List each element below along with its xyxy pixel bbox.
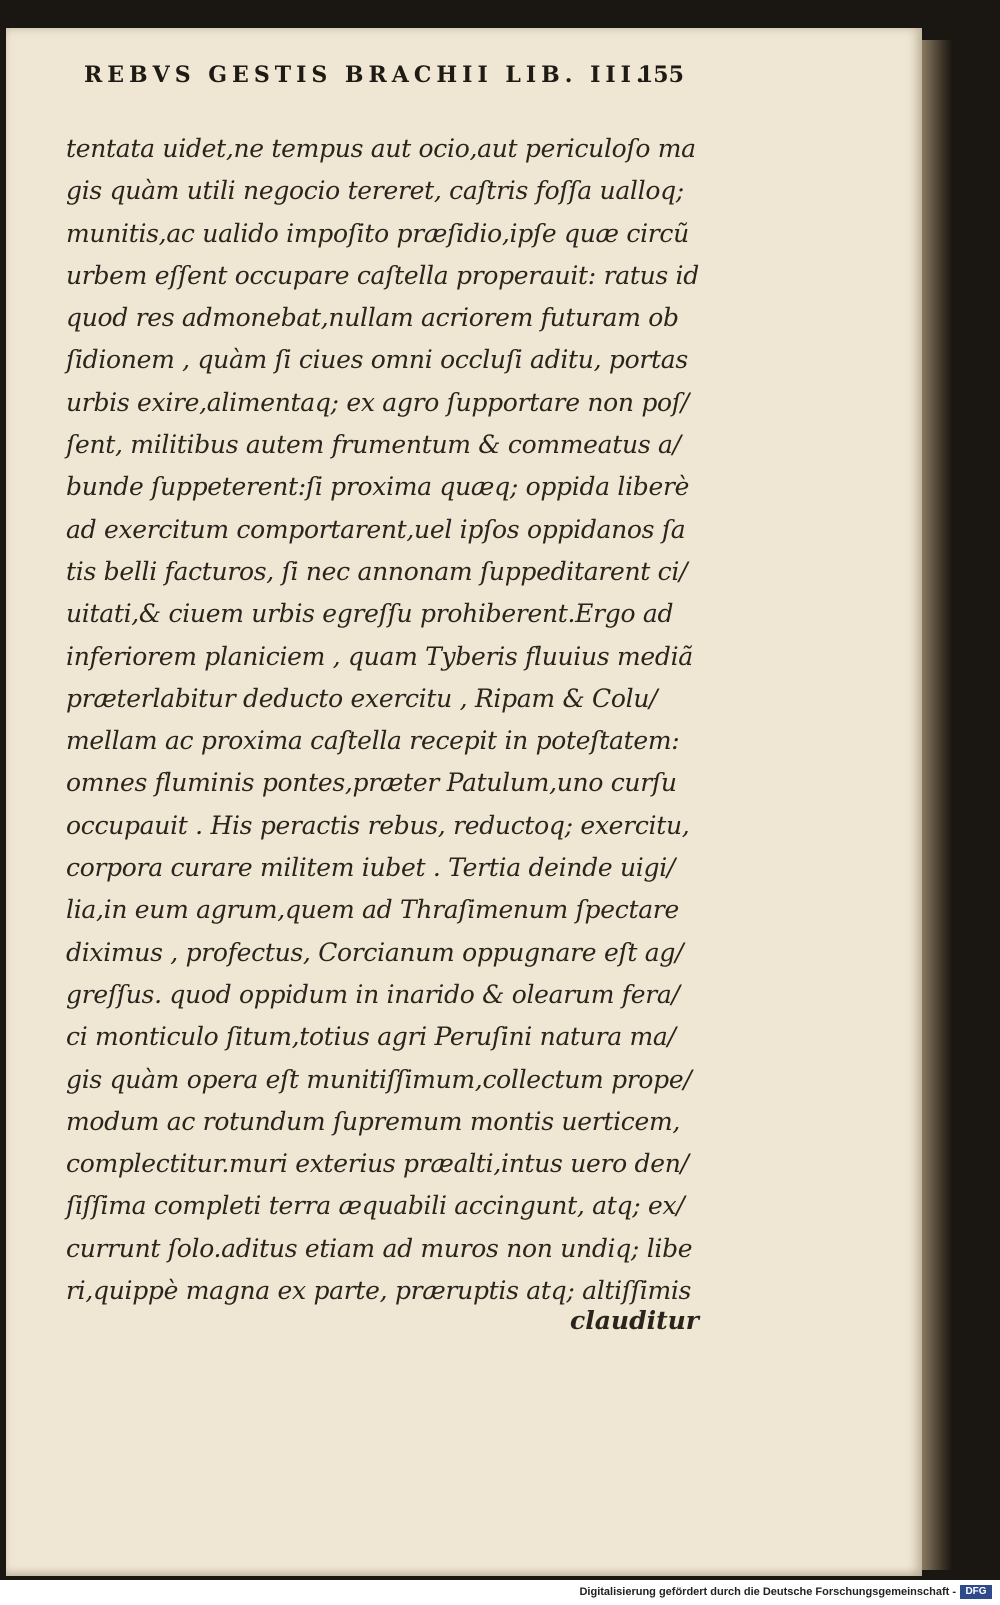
body-text: [66, 128, 706, 1312]
text-line: præterlabitur deducto exercitu , Ripam & Colu/: [66, 683, 658, 713]
text-line: mellam ac proxima caſtella recepit in poteſtatem:: [66, 726, 680, 756]
page-number: 155: [638, 62, 684, 88]
text-line: bunde ſuppeterent:ſi proxima quæq; oppida liberè: [66, 472, 690, 502]
text-line: ſiſſima completi terra æquabili accingunt, atq; ex/: [66, 1191, 685, 1221]
text-line: complectitur.muri exterius præalti,intus uero den/: [66, 1149, 689, 1179]
text-line: ſent, militibus autem frumentum & commeatus a/: [66, 430, 681, 460]
text-line: modum ac rotundum ſupremum montis uerticem,: [66, 1106, 681, 1136]
text-line: munitis,ac ualido impoſito præſidio,ipſe quæ circũ: [66, 218, 689, 248]
text-line: ad exercitum comportarent,uel ipſos oppidanos ſa: [66, 514, 686, 544]
text-line: gis quàm opera eſt munitiſſimum,collectum prope/: [66, 1064, 692, 1094]
text-line: gis quàm utili negocio tereret, caſtris foſſa ualloq;: [66, 176, 684, 206]
text-line: inferiorem planiciem , quam Tyberis fluuius mediã: [66, 641, 693, 671]
text-line: ci monticulo ſitum,totius agri Peruſini natura ma/: [66, 1022, 676, 1052]
text-line: currunt ſolo.aditus etiam ad muros non undiq; libe: [66, 1233, 693, 1263]
text-line: occupauit . His peractis rebus, reductoq; exercitu,: [66, 810, 690, 840]
text-line: uitati,& ciuem urbis egreſſu prohiberent.Ergo ad: [66, 599, 674, 629]
text-line: lia,in eum agrum,quem ad Thraſimenum ſpectare: [66, 895, 679, 925]
text-line: quod res admonebat,nullam acriorem futuram ob: [66, 303, 679, 333]
text-line: greſſus. quod oppidum in inarido & olearum fera/: [66, 979, 680, 1009]
text-line: corpora curare militem iubet . Tertia deinde uigi/: [66, 853, 676, 883]
digitization-credit: Digitalisierung gefördert durch die Deutsche Forschungsgemeinschaft -: [579, 1586, 956, 1598]
dfg-logo-icon: DFG: [960, 1585, 992, 1599]
text-line: tis belli facturos, ſi nec annonam ſuppeditarent ci/: [66, 556, 688, 586]
text-line: tentata uidet,ne tempus aut ocio,aut periculoſo ma: [66, 134, 696, 163]
text-line: omnes fluminis pontes,præter Patulum,uno curſu: [66, 768, 677, 798]
book-page: [6, 28, 922, 1576]
text-line: ri,quippè magna ex parte, præruptis atq; altiſſimis: [66, 1276, 692, 1306]
page-edge-shadow: [922, 40, 952, 1570]
running-head: REBVS GESTIS BRACHII LIB. III.: [84, 62, 649, 88]
text-line: ſidionem , quàm ſi ciues omni occluſi aditu, portas: [66, 345, 688, 375]
catchword: clauditur: [570, 1306, 699, 1335]
text-line: urbem eſſent occupare caſtella properauit: ratus id: [66, 260, 699, 290]
text-line: urbis exire,alimentaq; ex agro ſupportare non poſ/: [66, 387, 689, 417]
text-line: diximus , profectus, Corcianum oppugnare eſt ag/: [66, 937, 684, 967]
